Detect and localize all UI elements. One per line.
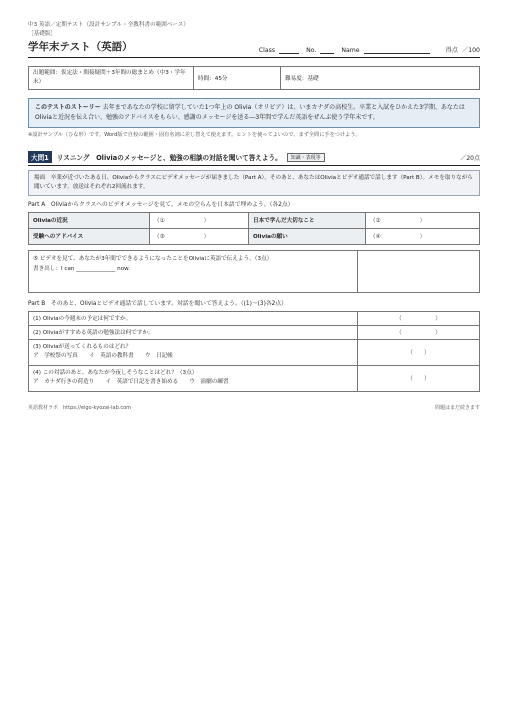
worksheet-page: [28, 20, 480, 411]
part-b-table: [28, 311, 480, 392]
question-title: リスニング Oliviaのメッセージと、勉強の相談の対話を聞いて答えよう。: [56, 154, 282, 163]
part-b-question: (4) この対話のあと、あなたが今夜しそうなことはどれ？（3点）: [33, 370, 198, 377]
memo-answer-field[interactable]: （③ ）: [150, 228, 249, 244]
footer-continue-note: 問題はまだ続きます: [434, 404, 480, 411]
score-label: 得点: [445, 47, 458, 54]
memo-answer-field[interactable]: （② ）: [366, 212, 480, 228]
class-field[interactable]: [279, 46, 299, 54]
part-b-answer-field[interactable]: （ ）: [358, 311, 480, 325]
time-cell: 時間：45分: [194, 67, 281, 90]
page-title: 学年末テスト（英語）: [28, 41, 133, 53]
number-field[interactable]: [320, 46, 334, 54]
name-field[interactable]: [364, 46, 430, 54]
part-b-choices: ア 学校祭の写真 イ 英語の教科書 ウ 日記帳: [33, 353, 173, 360]
number-label: No.: [306, 47, 317, 54]
q5-answer-field[interactable]: [358, 250, 480, 292]
story-heading: このテストのストーリー: [35, 104, 101, 112]
part-b-heading: Part B そのあと、Oliviaとビデオ通話で話しています。対話を聞いて答えよう。（(1)〜(3)各2点）: [28, 300, 287, 307]
part-b-question-cell: [29, 339, 358, 365]
memo-label: 日本で学んだ大切なこと: [249, 212, 366, 228]
header-rule: [28, 57, 480, 58]
scene-box: 場面 卒業が近づいたある日、Oliviaからクラスにビデオメッセージが届きました（Part A）。そのあと、あなたはOliviaとビデオ通話で話します（Part B）。メモを取りながら聞いています。放送はそれぞれ2回流れます。: [28, 170, 480, 196]
story-box: [28, 98, 480, 128]
part-a-q5-table: [28, 250, 480, 293]
part-b-answer-field[interactable]: （ ）: [358, 365, 480, 391]
part-b-question: (1) Oliviaの今週末の予定は何ですか。: [29, 311, 358, 325]
skill-tag: 知識・表現等: [287, 153, 325, 162]
breadcrumb: 中3 英語／定期テスト（設計サンプル・全教科書の範囲ベース）: [28, 22, 189, 28]
question-points: ／20点: [460, 154, 480, 162]
name-label: Name: [341, 47, 360, 54]
footer-site: 英語教材ラボ https://eigo-kyozai-lab.com: [28, 404, 132, 411]
memo-label: 受験へのアドバイス: [29, 228, 150, 244]
part-b-question: (2) Oliviaがすすめる英語の勉強法は何ですか。: [29, 325, 358, 339]
scope-cell: 出題範囲：仮定法・間接疑問＋3年間の総まとめ（中3・学年末）: [29, 67, 194, 90]
difficulty-cell: 難易度：基礎: [281, 67, 480, 90]
question-rule: [28, 165, 480, 166]
part-b-answer-field[interactable]: （ ）: [358, 339, 480, 365]
memo-answer-field[interactable]: （① ）: [150, 212, 249, 228]
class-label: Class: [258, 47, 276, 54]
exam-info-table: [28, 66, 480, 90]
q5-prompt: ⑤ ビデオを見て、あなたが3年間でできるようになったことをOliviaに英語で伝えよう。（3点）: [33, 255, 273, 262]
q5-prompt-cell: [29, 250, 358, 292]
part-b-answer-field[interactable]: （ ）: [358, 325, 480, 339]
score-total: ／100: [462, 47, 480, 54]
memo-answer-field[interactable]: （④ ）: [366, 228, 480, 244]
question-badge: 大問1: [28, 151, 52, 163]
memo-label: Oliviaの願い: [249, 228, 366, 244]
memo-label: Oliviaの近況: [29, 212, 150, 228]
part-b-question: (3) Oliviaが送ってくれるものはどれ？: [33, 344, 132, 351]
level-badge: ［基礎版］: [28, 31, 56, 37]
part-b-question-cell: [29, 365, 358, 391]
part-a-heading: Part A Oliviaからクラスへのビデオメッセージを見て、メモの空らんを日本語で埋めよう。（各2点）: [28, 201, 294, 208]
story-text: 去年まであなたの学校に留学していた1つ年上の Olivia（オリビア）は、いまカナダの高校生。卒業と入試をひかえた3学期、あなたはOliviaと近況を伝え合い、勉強のアドバイスをもらい、感謝のメッセージを送る―3年間で学んだ英語をぜんぶ使う学年末です。: [35, 104, 465, 122]
part-a-memo-table: [28, 212, 480, 245]
part-b-choices: ア カナダ行きの荷造り イ 英語で日記を書き始める ウ 演劇の練習: [33, 379, 229, 386]
sample-note: ※設計サンプル（ひな形）です。Word版で自校の範囲・固有名詞に差し替えて使えます。ヒントを使ってよいので、まず全問に手をつけよう。: [28, 132, 361, 139]
q5-starter: 書き出し：I can ______________ now.: [33, 265, 130, 272]
